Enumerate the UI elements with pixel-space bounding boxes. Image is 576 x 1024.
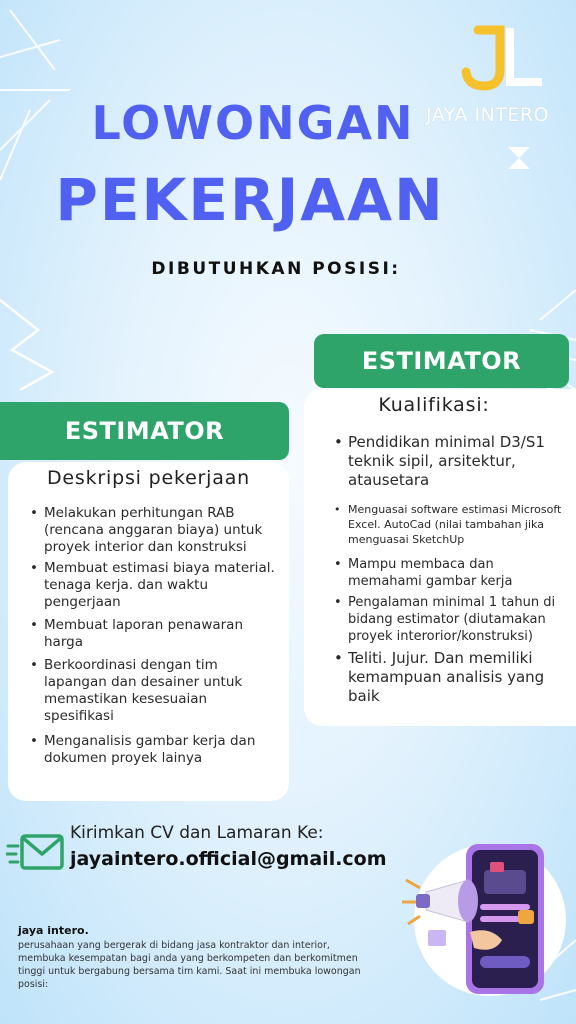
brand-name: JAYA INTERO: [426, 104, 550, 126]
job-description-list: [26, 505, 276, 767]
needed-position-label: DIBUTUHKAN POSISI:: [151, 259, 401, 279]
list-item: • Melakukan perhitungan RAB (rencana anggaran biaya) untuk proyek interior dan konstruksi: [26, 505, 276, 556]
list-item: • Menganalisis gambar kerja dan dokumen proyek lainya: [26, 733, 276, 767]
position-badge-right: ESTIMATOR: [314, 334, 569, 388]
jl-logo-icon: [448, 24, 548, 94]
company-name: jaya intero.: [18, 924, 89, 937]
title-line2: PEKERJAAN: [55, 166, 445, 234]
list-item: • Membuat laporan penawaran harga: [26, 617, 276, 651]
list-item: • Teliti. Jujur. Dan memiliki kemampuan analisis yang baik: [330, 649, 566, 706]
list-item: • Berkoordinasi dengan tim lapangan dan desainer untuk memastikan kesesuaian spesifikasi: [26, 657, 276, 725]
company-description: perusahaan yang bergerak di bidang jasa kontraktor dan interior, membuka kesempatan bagi anda yang berkompeten dan berkomitmen tinggi untuk bergabung bersama tim kami. Saat ini membuka lowongan posisi:: [18, 940, 361, 990]
job-description-heading: Deskripsi pekerjaan: [47, 467, 250, 489]
list-item: • Menguasai software estimasi Microsoft Excel. AutoCad (nilai tambahan jika menguasai SketchUp: [330, 502, 566, 547]
list-item: • Pengalaman minimal 1 tahun di bidang estimator (diutamakan proyek interorior/konstruksi): [330, 594, 566, 645]
qualifications-list: [330, 433, 566, 706]
envelope-icon: [6, 830, 66, 874]
cv-instruction: Kirimkan CV dan Lamaran Ke:: [70, 823, 324, 843]
position-badge-left: ESTIMATOR: [0, 402, 289, 460]
qualifications-heading: Kualifikasi:: [378, 394, 490, 416]
phone-megaphone-illustration: [398, 830, 576, 1024]
list-item: • Mampu membaca dan memahami gambar kerja: [330, 556, 566, 590]
list-item: • Membuat estimasi biaya material. tenaga kerja. dan waktu pengerjaan: [26, 560, 276, 611]
list-item: • Pendidikan minimal D3/S1 teknik sipil, arsitektur, atausetara: [330, 433, 566, 490]
contact-email[interactable]: jayaintero.official@gmail.com: [70, 848, 387, 870]
title-line1: LOWONGAN: [91, 96, 415, 150]
